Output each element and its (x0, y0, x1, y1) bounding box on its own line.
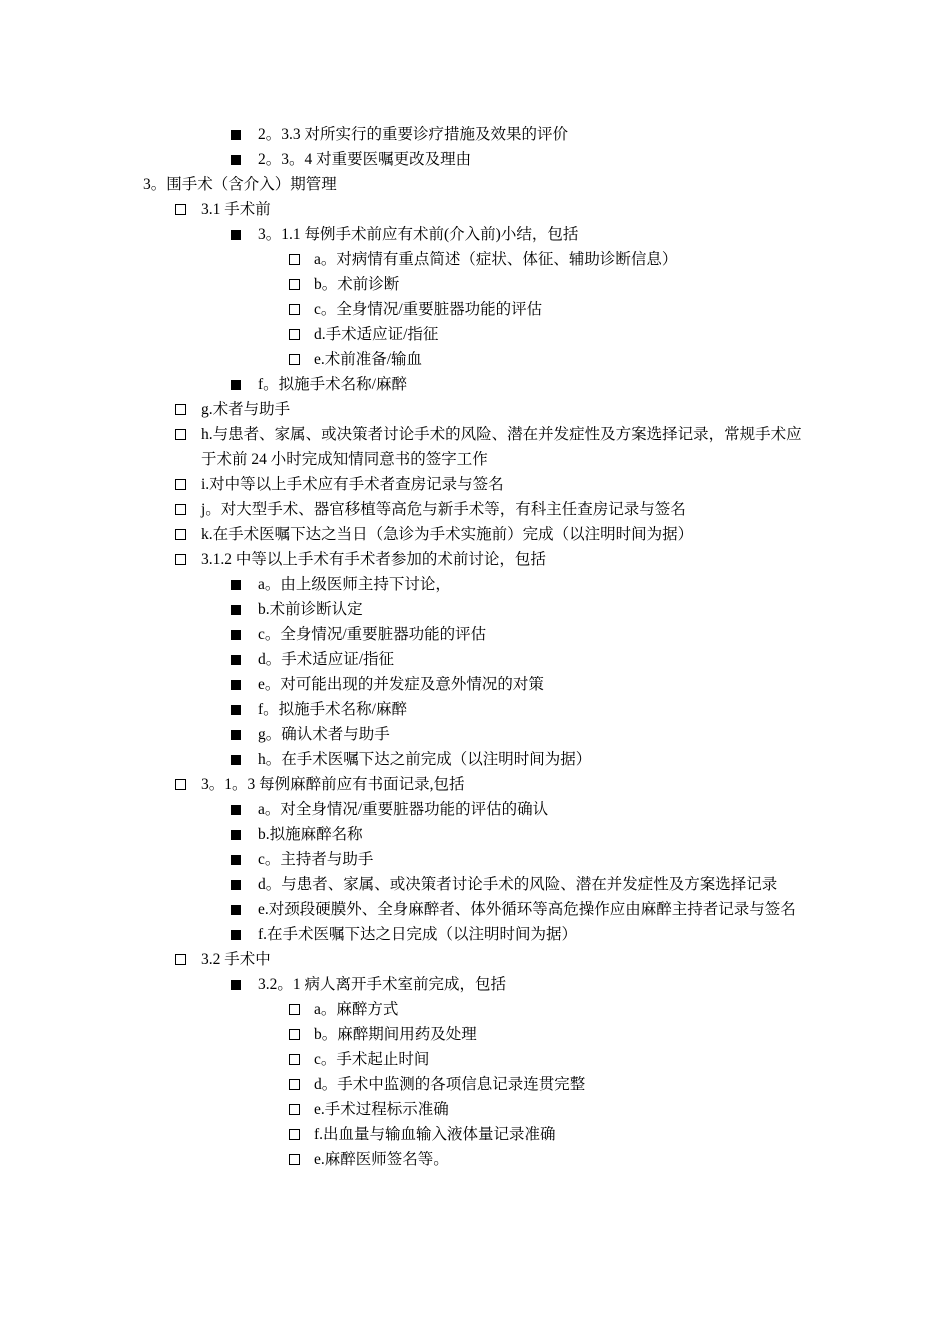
list-item-text: f.出血量与输血输入液体量记录准确 (314, 1126, 556, 1143)
hollow-square-bullet-icon (175, 529, 186, 540)
filled-square-bullet-icon (231, 605, 241, 615)
list-item-text: d。手术中监测的各项信息记录连贯完整 (314, 1076, 586, 1093)
list-item (0, 1097, 950, 1122)
hollow-square-bullet-icon (175, 429, 186, 440)
list-item-text: d.手术适应证/指征 (314, 326, 439, 343)
hollow-square-bullet-icon (289, 1054, 300, 1065)
hollow-square-bullet-icon (289, 1004, 300, 1015)
hollow-square-bullet-icon (289, 254, 300, 265)
list-item-text: 3。1.1 每例手术前应有术前(介入前)小结，包括 (258, 226, 579, 243)
filled-square-bullet-icon (231, 855, 241, 865)
list-item-text: d。手术适应证/指征 (258, 651, 395, 668)
list-item (0, 147, 950, 172)
list-item-text: h。在手术医嘱下达之前完成（以注明时间为据） (258, 751, 592, 768)
hollow-square-bullet-icon (175, 504, 186, 515)
list-item (0, 497, 950, 522)
document-body (0, 122, 950, 1172)
list-item-text: 3.1 手术前 (201, 201, 271, 218)
list-item-text: d。与患者、家属、或决策者讨论手术的风险、潜在并发症性及方案选择记录 (258, 876, 778, 893)
hollow-square-bullet-icon (289, 1029, 300, 1040)
list-item (0, 397, 950, 422)
list-item (0, 997, 950, 1022)
list-item-text: b.拟施麻醉名称 (258, 826, 363, 843)
list-item-text: g.术者与助手 (201, 401, 291, 418)
list-item-text: c。手术起止时间 (314, 1051, 430, 1068)
list-item (0, 722, 950, 747)
list-item-text: a。对病情有重点简述（症状、体征、辅助诊断信息） (314, 251, 678, 268)
list-item-text: c。全身情况/重要脏器功能的评估 (314, 301, 543, 318)
list-item-text: g。确认术者与助手 (258, 726, 390, 743)
list-item-text: e.手术过程标示准确 (314, 1101, 449, 1118)
list-item-text: 3.2 手术中 (201, 951, 271, 968)
filled-square-bullet-icon (231, 630, 241, 640)
hollow-square-bullet-icon (289, 1104, 300, 1115)
filled-square-bullet-icon (231, 680, 241, 690)
filled-square-bullet-icon (231, 730, 241, 740)
filled-square-bullet-icon (231, 580, 241, 590)
list-item (0, 1147, 950, 1172)
list-item-text: e。对可能出现的并发症及意外情况的对策 (258, 676, 544, 693)
list-item-text: f.在手术医嘱下达之日完成（以注明时间为据） (258, 926, 578, 943)
list-item (0, 972, 950, 997)
list-item (0, 847, 950, 872)
filled-square-bullet-icon (231, 830, 241, 840)
list-item-text: c。主持者与助手 (258, 851, 374, 868)
list-item (0, 747, 950, 772)
hollow-square-bullet-icon (289, 279, 300, 290)
hollow-square-bullet-icon (289, 1129, 300, 1140)
list-item (0, 522, 950, 547)
filled-square-bullet-icon (231, 905, 241, 915)
filled-square-bullet-icon (231, 655, 241, 665)
list-item (0, 622, 950, 647)
hollow-square-bullet-icon (289, 354, 300, 365)
list-item-text: a。由上级医师主持下讨论， (258, 576, 451, 593)
list-item (0, 347, 950, 372)
list-item (0, 572, 950, 597)
list-item-text: e.术前准备/输血 (314, 351, 423, 368)
filled-square-bullet-icon (231, 705, 241, 715)
list-item (0, 222, 950, 247)
list-item (0, 372, 950, 397)
hollow-square-bullet-icon (175, 204, 186, 215)
filled-square-bullet-icon (231, 980, 241, 990)
list-item (0, 297, 950, 322)
list-item-text: 3。围手术（含介入）期管理 (143, 176, 337, 193)
list-item (0, 272, 950, 297)
list-item (0, 197, 950, 222)
list-item (0, 422, 950, 472)
hollow-square-bullet-icon (175, 479, 186, 490)
filled-square-bullet-icon (231, 930, 241, 940)
list-item-text: b.术前诊断认定 (258, 601, 363, 618)
list-item (0, 1022, 950, 1047)
list-item-text: k.在手术医嘱下达之当日（急诊为手术实施前）完成（以注明时间为据） (201, 526, 694, 543)
list-item (0, 1047, 950, 1072)
list-item (0, 122, 950, 147)
list-item-text: 3.1.2 中等以上手术有手术者参加的术前讨论，包括 (201, 551, 546, 568)
list-item (0, 472, 950, 497)
hollow-square-bullet-icon (289, 1079, 300, 1090)
list-item-text: e.麻醉医师签名等。 (314, 1151, 449, 1168)
list-item-text: 3.2。1 病人离开手术室前完成，包括 (258, 976, 507, 993)
list-item-text: c。全身情况/重要脏器功能的评估 (258, 626, 487, 643)
list-item-text: h.与患者、家属、或决策者讨论手术的风险、潜在并发症性及方案选择记录，常规手术应于术前 24 小时完成知情同意书的签字工作 (201, 426, 802, 468)
list-item-text: 2。3.3 对所实行的重要诊疗措施及效果的评价 (258, 126, 569, 143)
filled-square-bullet-icon (231, 130, 241, 140)
hollow-square-bullet-icon (175, 404, 186, 415)
filled-square-bullet-icon (231, 880, 241, 890)
list-item-text: f。拟施手术名称/麻醉 (258, 701, 407, 718)
list-item (0, 322, 950, 347)
hollow-square-bullet-icon (289, 304, 300, 315)
hollow-square-bullet-icon (175, 779, 186, 790)
list-item (0, 822, 950, 847)
list-item (0, 922, 950, 947)
filled-square-bullet-icon (231, 805, 241, 815)
list-item (0, 1122, 950, 1147)
list-item (0, 547, 950, 572)
list-item (0, 697, 950, 722)
list-item-text: 2。3。4 对重要医嘱更改及理由 (258, 151, 472, 168)
list-item (0, 772, 950, 797)
list-item-text: a。麻醉方式 (314, 1001, 399, 1018)
list-item-text: b。术前诊断 (314, 276, 400, 293)
filled-square-bullet-icon (231, 155, 241, 165)
hollow-square-bullet-icon (175, 554, 186, 565)
list-item (0, 1072, 950, 1097)
list-item (0, 872, 950, 897)
hollow-square-bullet-icon (289, 1154, 300, 1165)
list-item-text: 3。1。3 每例麻醉前应有书面记录,包括 (201, 776, 465, 793)
filled-square-bullet-icon (231, 380, 241, 390)
section-heading (0, 172, 950, 197)
list-item (0, 672, 950, 697)
list-item-text: b。麻醉期间用药及处理 (314, 1026, 477, 1043)
list-item-text: j。对大型手术、器官移植等高危与新手术等，有科主任查房记录与签名 (201, 501, 686, 518)
list-item (0, 797, 950, 822)
list-item (0, 647, 950, 672)
list-item-text: e.对颈段硬膜外、全身麻醉者、体外循环等高危操作应由麻醉主持者记录与签名 (258, 901, 796, 918)
filled-square-bullet-icon (231, 755, 241, 765)
hollow-square-bullet-icon (289, 329, 300, 340)
list-item-text: i.对中等以上手术应有手术者查房记录与签名 (201, 476, 504, 493)
hollow-square-bullet-icon (175, 954, 186, 965)
list-item (0, 597, 950, 622)
list-item (0, 247, 950, 272)
list-item (0, 897, 950, 922)
list-item (0, 947, 950, 972)
list-item-text: f。拟施手术名称/麻醉 (258, 376, 407, 393)
list-item-text: a。对全身情况/重要脏器功能的评估的确认 (258, 801, 549, 818)
filled-square-bullet-icon (231, 230, 241, 240)
